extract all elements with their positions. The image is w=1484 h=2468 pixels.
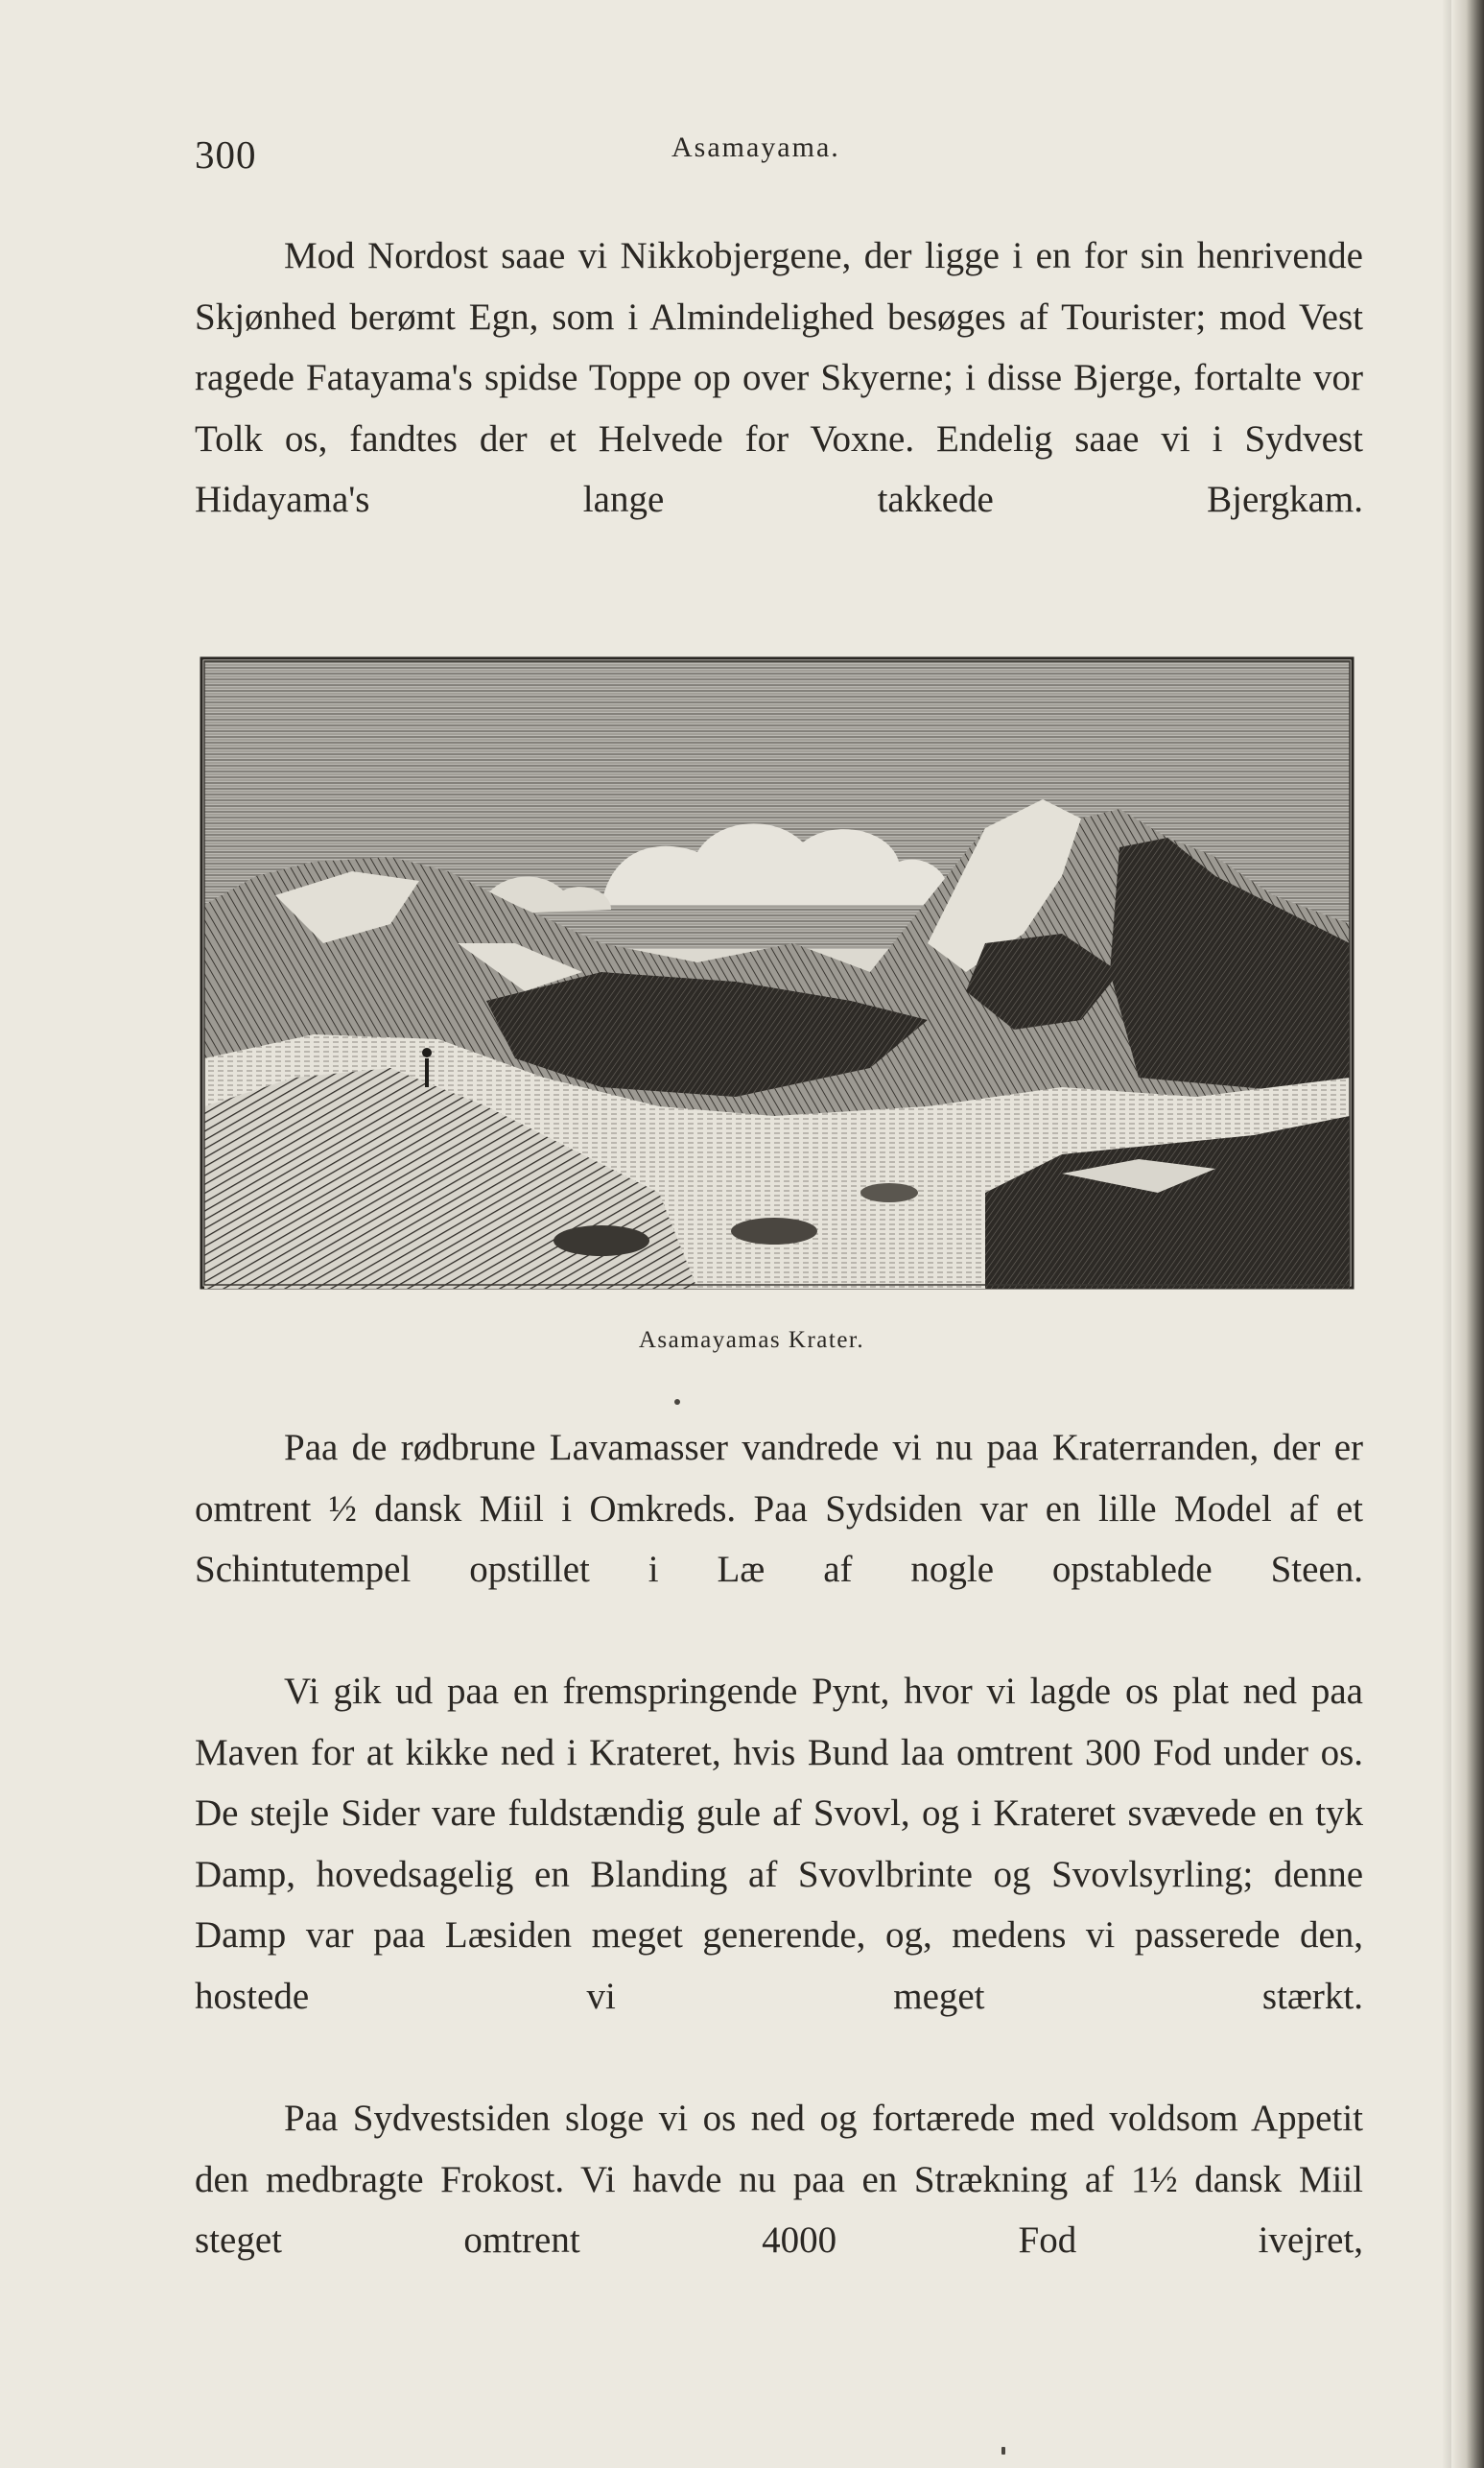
paragraph-nikko-mountains: Mod Nordost saae vi Nikkobjergene, der ligge i en for sin henrivende Skjønhed berømt Egn, som i Almindelighed besøges af Tourister; mod Vest ragede Fatayama's spidse Toppe op over Skyerne; i disse Bjerge, fortalte vor Tolk os, fandtes der et Helvede for Voxne. Endelig saae vi i Sydvest Hidayama's lange takkede Bjergkam. [195, 235, 1363, 520]
page-edge-tint [1442, 0, 1451, 2468]
running-title: Asamayama. [671, 131, 840, 163]
page-number: 300 [195, 132, 257, 177]
figure-caption: Asamayamas Krater. [638, 1327, 865, 1353]
crater-engraving [199, 655, 1355, 1291]
ink-speck [674, 1399, 680, 1405]
ink-speck [1001, 2447, 1005, 2455]
paragraph-lunch: Paa Sydvestsiden sloge vi os ned og fortærede med voldsom Appetit den medbragte Frokost. Vi havde nu paa en Strækning af 1½ dansk Miil steget omtrent 4000 Fod ivejret, [195, 2098, 1363, 2261]
paragraph-crater-view: Vi gik ud paa en fremspringende Pynt, hvor vi lagde os plat ned paa Maven for at kikke ned i Krateret, hvis Bund laa omtrent 300 Fod under os. De stejle Sider vare fuldstændig gule af Svovl, og i Krateret svævede en tyk Damp, hovedsagelig en Blanding af Svovlbrinte og Svovlsyrling; denne Damp var paa Læsiden meget generende, og, medens vi passerede den, hostede vi meget stærkt. [195, 1671, 1363, 2017]
page-edge-shadow [1451, 0, 1484, 2468]
paragraph-crater-rim: Paa de rødbrune Lavamasser vandrede vi nu paa Kraterranden, der er omtrent ½ dansk Miil i Omkreds. Paa Sydsiden var en lille Model af et Schintutempel opstillet i Læ af nogle opstablede Steen. [195, 1427, 1363, 1590]
